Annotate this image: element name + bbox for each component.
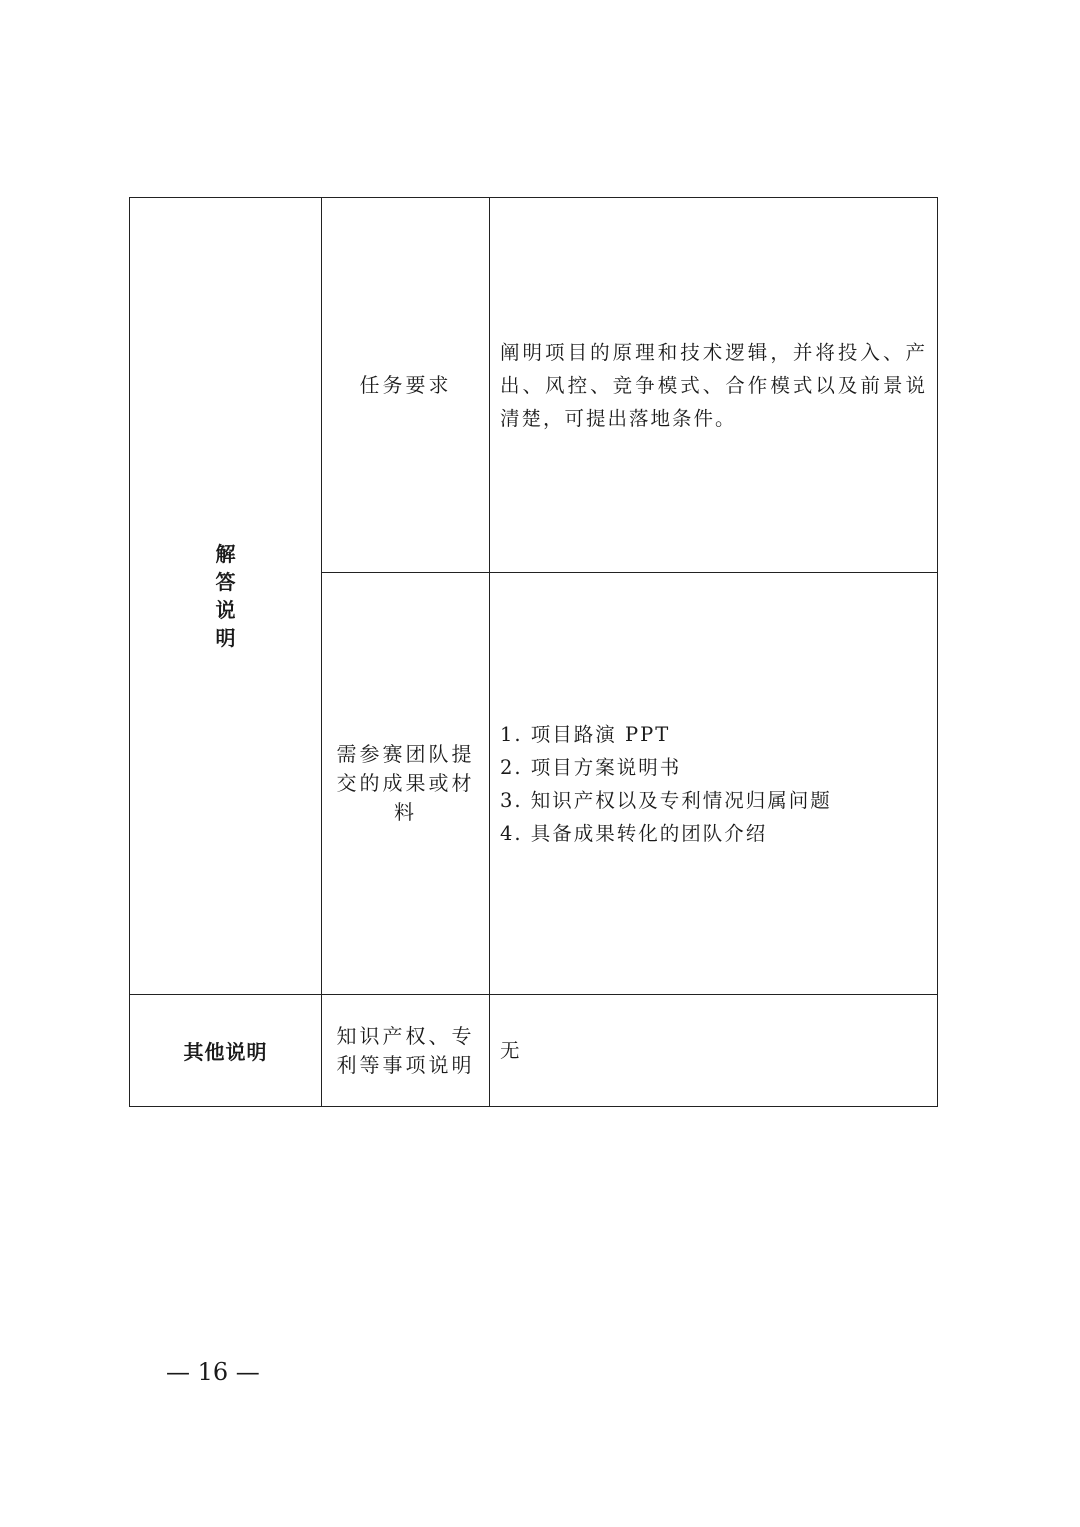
deliverables-label: 需参赛团队提交的成果或材料 [322, 573, 490, 995]
list-item: 2. 项目方案说明书 [500, 755, 682, 779]
task-requirement-label: 任务要求 [322, 198, 490, 573]
ip-patent-content: 无 [490, 995, 938, 1107]
requirements-table [129, 197, 938, 1107]
ip-patent-label: 知识产权、专利等事项说明 [322, 995, 490, 1107]
answer-section-label: 解答说明 [215, 542, 236, 650]
table-row-other [130, 995, 938, 1107]
page-number: — 16 — [166, 1358, 260, 1386]
list-item: 4. 具备成果转化的团队介绍 [500, 821, 768, 845]
task-requirement-content: 阐明项目的原理和技术逻辑，并将投入、产出、风控、竞争模式、合作模式以及前景说清楚，可提出落地条件。 [490, 198, 938, 573]
list-item: 1. 项目路演 PPT [500, 722, 671, 746]
other-section-label: 其他说明 [130, 995, 322, 1107]
table-row-task-requirement [130, 198, 938, 573]
answer-section-cell [130, 198, 322, 995]
deliverables-content [490, 573, 938, 995]
list-item: 3. 知识产权以及专利情况归属问题 [500, 788, 832, 812]
